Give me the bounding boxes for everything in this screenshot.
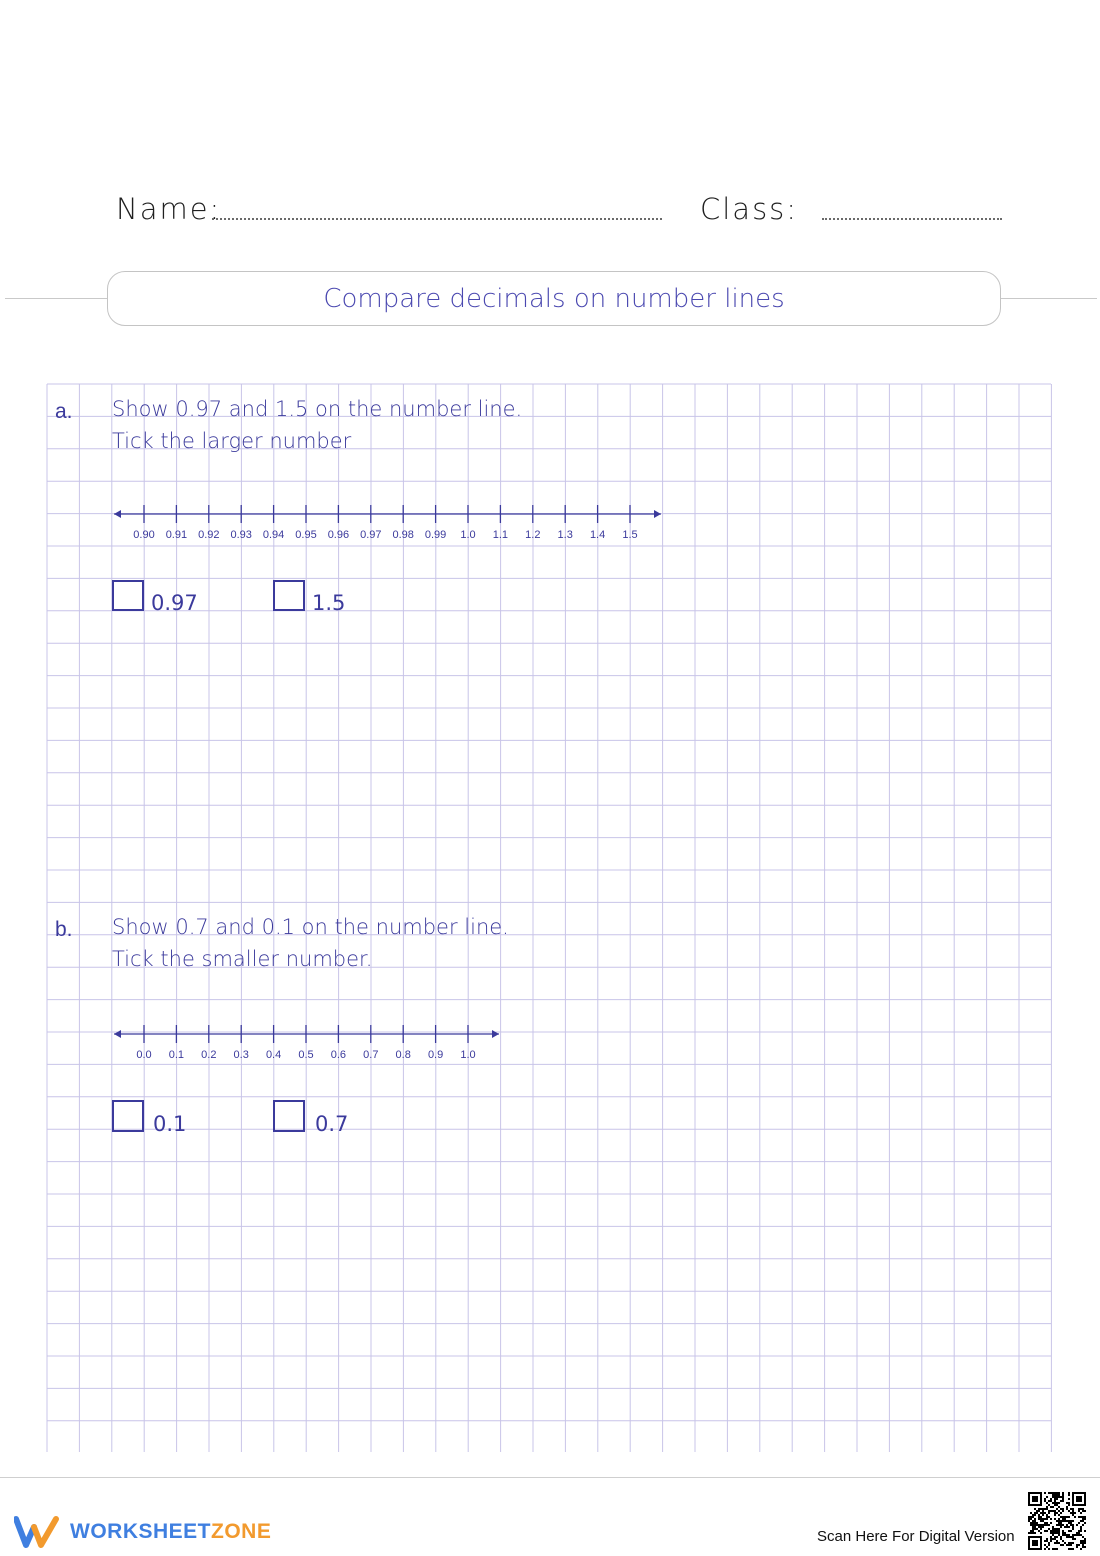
number-line-b-tick-label: 0.5 [298, 1049, 314, 1061]
question-a-label: a. [55, 400, 73, 423]
number-line-a-tick-label: 0.91 [165, 529, 188, 541]
checkbox-b-option2[interactable] [273, 1100, 305, 1132]
number-line-a-tick-label: 0.93 [230, 529, 252, 541]
qr-code-icon[interactable] [1028, 1492, 1086, 1550]
number-line-a-tick-label: 0.90 [133, 529, 155, 541]
checkbox-b-option1[interactable] [112, 1100, 144, 1132]
scan-text: Scan Here For Digital Version [817, 1528, 1015, 1545]
number-line-b-tick-label: 0.1 [168, 1049, 185, 1061]
worksheetzone-logo[interactable] [14, 1515, 271, 1549]
option-a-2-label: 1.5 [312, 591, 346, 615]
number-line-a-tick-label: 0.95 [295, 529, 317, 541]
number-line-b-tick-label: 0.3 [233, 1049, 249, 1061]
option-a-1-label: 0.97 [151, 591, 198, 615]
option-b-2-label: 0.7 [315, 1112, 349, 1136]
number-line-a-tick-label: 1.1 [492, 529, 509, 541]
number-line-a-tick-label: 0.92 [198, 529, 220, 541]
number-line-b-tick-label: 0.8 [395, 1049, 411, 1061]
question-a-line1: Show 0.97 and 1.5 on the number line. [112, 397, 523, 421]
number-line-a-tick-label: 1.0 [460, 529, 476, 541]
brand-name-part1: WORKSHEET [70, 1520, 211, 1543]
number-line-a-tick-label: 0.94 [262, 529, 285, 541]
option-b-1-label: 0.1 [153, 1112, 187, 1136]
name-label: Name: [116, 192, 222, 226]
question-a-line2: Tick the larger number [112, 429, 352, 453]
question-b-line1: Show 0.7 and 0.1 on the number line. [112, 915, 509, 939]
question-b-line2: Tick the smaller number. [112, 947, 373, 971]
number-line-a-tick-label: 1.5 [622, 529, 638, 541]
brand-name-part2: ZONE [211, 1520, 272, 1543]
number-line-b-tick-label: 0.4 [265, 1049, 282, 1061]
number-line-b-tick-label: 0.2 [201, 1049, 217, 1061]
number-line-a-tick-label: 0.97 [360, 529, 382, 541]
number-line-b-tick-label: 0.6 [330, 1049, 347, 1061]
worksheet-title: Compare decimals on number lines [107, 271, 1001, 326]
number-line-b-tick-label: 1.0 [460, 1049, 476, 1061]
number-line-a-tick-label: 1.3 [557, 529, 573, 541]
worksheetzone-w-icon [14, 1515, 60, 1549]
number-line-b-tick-label: 0.7 [363, 1049, 379, 1061]
number-line-a-tick-label: 1.4 [589, 529, 606, 541]
number-line-a-tick-label: 0.96 [327, 529, 350, 541]
number-line-b-tick-label: 0.9 [427, 1049, 444, 1061]
brand-name [70, 1520, 271, 1544]
number-line-a-tick-label: 0.98 [392, 529, 414, 541]
number-line-b-tick-label: 0.0 [136, 1049, 152, 1061]
question-b-label: b. [55, 918, 73, 941]
number-line-a-tick-label: 1.2 [525, 529, 541, 541]
footer-divider [0, 1477, 1100, 1478]
class-label: Class: [700, 192, 799, 226]
number-line-a-tick-label: 0.99 [424, 529, 447, 541]
